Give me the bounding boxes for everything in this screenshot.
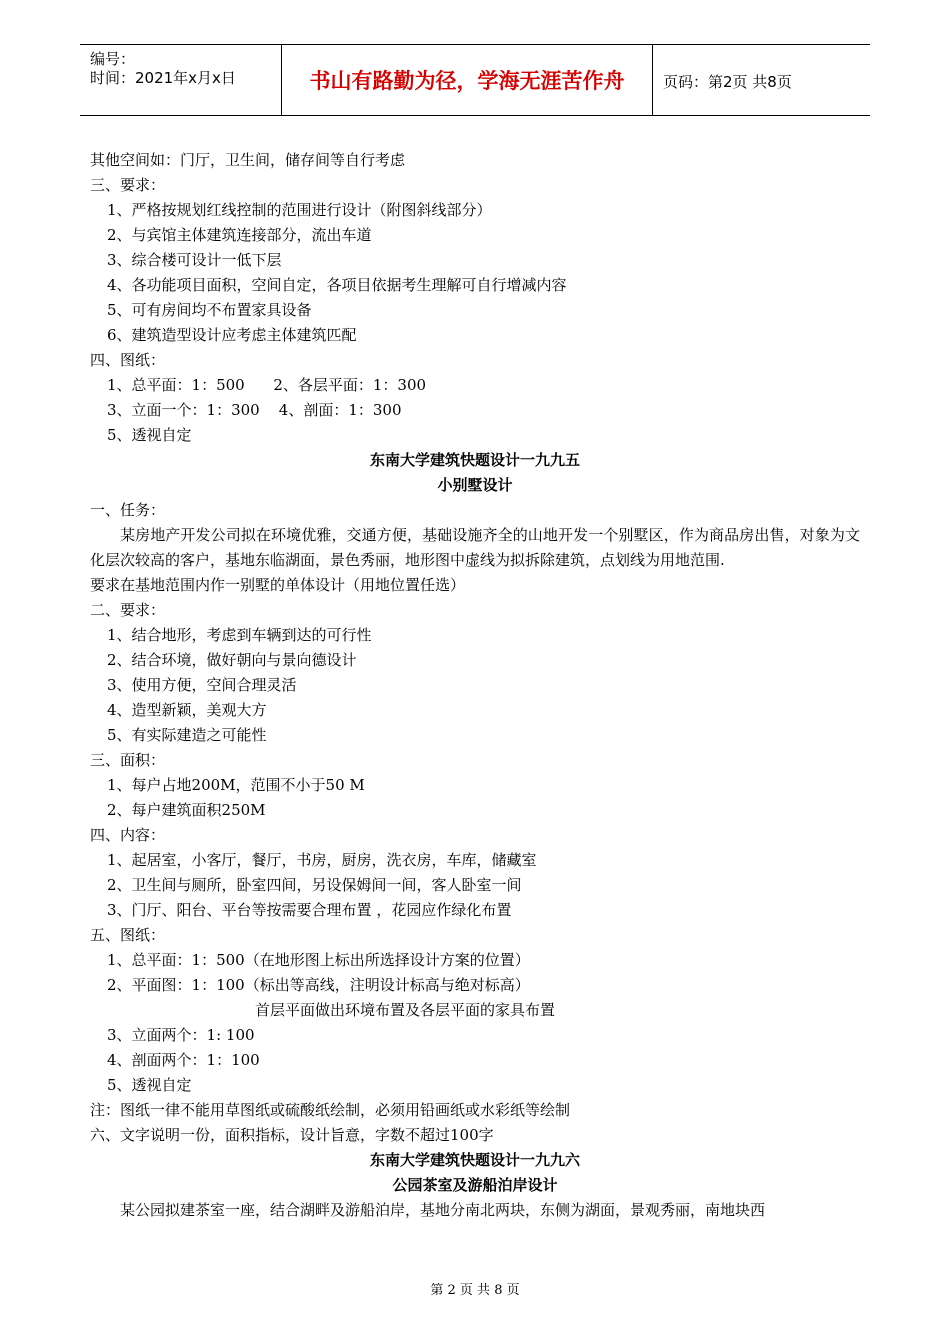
section-heading: 一、任务： <box>90 501 166 519</box>
document-body <box>90 148 860 1223</box>
list-item: 1、总平面：1：500 2、各层平面：1：300 <box>107 376 427 394</box>
list-item: 4、剖面两个：1：100 <box>107 1051 260 1069</box>
section-heading: 三、要求： <box>90 176 166 194</box>
document-number: 编号： <box>90 50 136 68</box>
text-line: 要求在基地范围内作一别墅的单体设计（用地位置任选） <box>90 576 466 594</box>
list-item: 1、严格按规划红线控制的范围进行设计（附图斜线部分） <box>107 201 492 219</box>
header-motto: 书山有路勤为径，学海无涯苦作舟 <box>282 45 653 115</box>
section-heading: 四、内容： <box>90 826 166 844</box>
list-item: 1、总平面：1：500（在地形图上标出所选择设计方案的位置） <box>107 951 530 969</box>
list-item: 6、建筑造型设计应考虑主体建筑匹配 <box>107 326 357 344</box>
section-heading: 三、面积： <box>90 751 166 769</box>
list-item-continuation: 首层平面做出环境布置及各层平面的家具布置 <box>255 1001 556 1019</box>
list-item: 2、与宾馆主体建筑连接部分，流出车道 <box>107 226 372 244</box>
list-item: 3、门厅、阳台、平台等按需要合理布置 ，花园应作绿化布置 <box>107 901 512 919</box>
header-meta <box>80 45 282 115</box>
section-heading: 四、图纸： <box>90 351 166 369</box>
section-heading: 二、要求： <box>90 601 166 619</box>
list-item: 3、综合楼可设计一低下层 <box>107 251 282 269</box>
page-header <box>80 44 870 116</box>
list-item: 3、立面一个：1：300 4、剖面：1：300 <box>107 401 402 419</box>
list-item: 5、透视自定 <box>107 1076 192 1094</box>
list-item: 1、结合地形，考虑到车辆到达的可行性 <box>107 626 372 644</box>
section-title: 东南大学建筑快题设计一九九五 <box>369 451 580 469</box>
list-item: 4、造型新颖，美观大方 <box>107 701 267 719</box>
text-line: 某公园拟建茶室一座，结合湖畔及游船泊岸，基地分南北两块，东侧为湖面，景观秀丽，南地块西 <box>120 1201 766 1219</box>
text-line: 其他空间如：门厅，卫生间，储存间等自行考虑 <box>90 151 406 169</box>
list-item: 3、使用方便，空间合理灵活 <box>107 676 297 694</box>
section-subtitle: 公园茶室及游船泊岸设计 <box>392 1176 558 1194</box>
list-item: 1、起居室，小客厅，餐厅，书房，厨房，洗衣房，车库，储藏室 <box>107 851 537 869</box>
note-line: 注：图纸一律不能用草图纸或硫酸纸绘制，必须用铅画纸或水彩纸等绘制 <box>90 1101 571 1119</box>
list-item: 2、结合环境，做好朝向与景向德设计 <box>107 651 357 669</box>
list-item: 5、透视自定 <box>107 426 192 444</box>
section-heading: 五、图纸： <box>90 926 166 944</box>
list-item: 5、可有房间均不布置家具设备 <box>107 301 312 319</box>
section-title: 东南大学建筑快题设计一九九六 <box>369 1151 580 1169</box>
list-item: 3、立面两个：1: 100 <box>107 1026 255 1044</box>
page-footer: 第 2 页 共 8 页 <box>430 1283 520 1298</box>
list-item: 2、卫生间与厕所，卧室四间，另设保姆间一间，客人卧室一间 <box>107 876 522 894</box>
list-item: 1、每户占地200M，范围不小于50 M <box>107 776 365 794</box>
list-item: 2、平面图：1：100（标出等高线，注明设计标高与绝对标高） <box>107 976 530 994</box>
task-paragraph: 某房地产开发公司拟在环境优雅，交通方便，基础设施齐全的山地开发一个别墅区，作为商品房出售，对象为文化层次较高的客户，基地东临湖面，景色秀丽，地形图中虚线为拟拆除建筑，点划线为用地范围. <box>90 526 860 569</box>
section-subtitle: 小别墅设计 <box>437 476 513 494</box>
list-item: 4、各功能项目面积，空间自定，各项目依据考生理解可自行增减内容 <box>107 276 567 294</box>
document-date: 时间：2021年x月x日 <box>90 69 236 87</box>
header-page-number: 页码：第2页 共8页 <box>663 73 792 91</box>
list-item: 5、有实际建造之可能性 <box>107 726 267 744</box>
list-item: 2、每户建筑面积250M <box>107 801 266 819</box>
section-heading: 六、文字说明一份，面积指标，设计旨意，字数不超过100字 <box>90 1126 494 1144</box>
